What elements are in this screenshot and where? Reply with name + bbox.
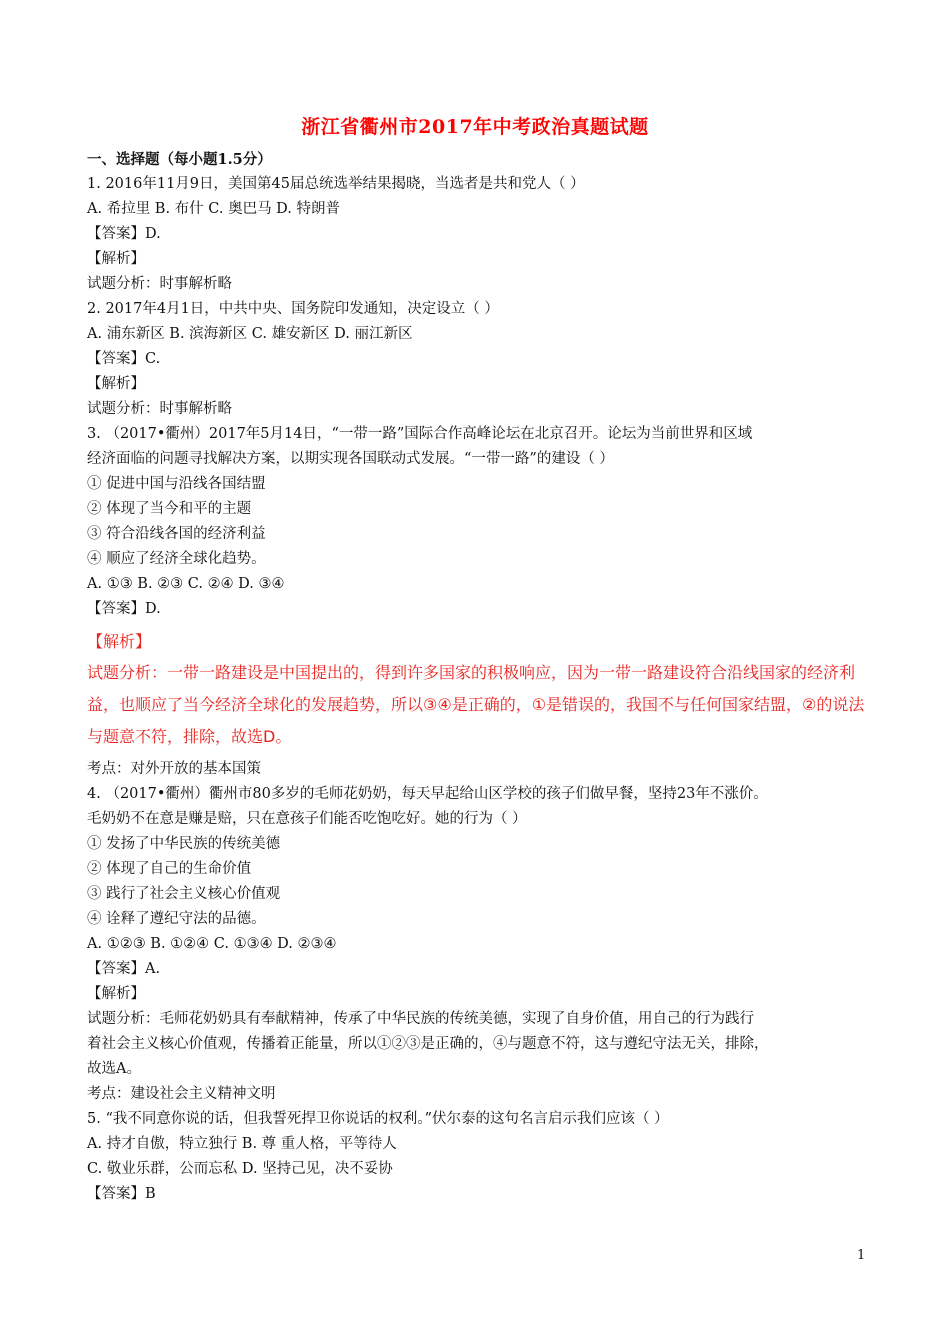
analysis-text-red: 试题分析：一带一路建设是中国提出的，得到许多国家的积极响应，因为一带一路建设符合沿线国家的经济利益，也顺应了当今经济全球化的发展趋势，所以③④是正确的，①是错误的，我国不与任何国家结盟，②的说法与题意不符，排除，故选D。: [87, 663, 865, 746]
question-2: [87, 297, 877, 422]
page-number: 1: [857, 1248, 866, 1263]
statement-item: ② 体现了当今和平的主题: [87, 501, 252, 517]
statement-item: ④ 诠释了遵纪守法的品德。: [87, 911, 266, 927]
analysis-label: 【解析】: [87, 986, 145, 1002]
question-stem-line: 毛奶奶不在意是赚是赔，只在意孩子们能否吃饱吃好。她的行为（ ）: [87, 811, 527, 827]
analysis-label: 【解析】: [87, 251, 145, 267]
question-options: A. 希拉里 B. 布什 C. 奥巴马 D. 特朗普: [87, 201, 341, 217]
statement-item: ③ 践行了社会主义核心价值观: [87, 886, 281, 902]
statement-item: ④ 顺应了经济全球化趋势。: [87, 551, 266, 567]
question-options: A. ①②③ B. ①②④ C. ①③④ D. ②③④: [87, 936, 337, 952]
section-heading: 一、选择题（每小题1.5分）: [87, 151, 272, 168]
document-body: [87, 147, 877, 1207]
statement-item: ① 发扬了中华民族的传统美德: [87, 836, 281, 852]
question-1: [87, 172, 877, 297]
question-5: [87, 1107, 877, 1207]
question-options: A. ①③ B. ②③ C. ②④ D. ③④: [87, 576, 285, 592]
question-stem-line: 经济面临的问题寻找解决方案，以期实现各国联动式发展。“一带一路”的建设（ ）: [87, 451, 614, 467]
point-line: 考点：对外开放的基本国策: [87, 761, 261, 777]
question-options-line: C. 敬业乐群，公而忘私 D. 坚持己见，决不妥协: [87, 1161, 393, 1177]
statement-item: ② 体现了自己的生命价值: [87, 861, 252, 877]
answer-line: 【答案】A.: [87, 961, 161, 977]
question-stem: 2. 2017年4月1日，中共中央、国务院印发通知，决定设立（ ）: [87, 301, 499, 317]
question-stem: 1. 2016年11月9日，美国第45届总统选举结果揭晓，当选者是共和党人（ ）: [87, 176, 585, 192]
answer-line: 【答案】B: [87, 1186, 156, 1202]
question-options: A. 浦东新区 B. 滨海新区 C. 雄安新区 D. 丽江新区: [87, 326, 413, 342]
analysis-text-line: 着社会主义核心价值观，传播着正能量，所以①②③是正确的，④与题意不符，这与遵纪守法无关，排除，: [87, 1036, 769, 1052]
question-stem: 5. “我不同意你说的话，但我誓死捍卫你说话的权利。”伏尔泰的这句名言启示我们应该（ ）: [87, 1111, 669, 1127]
statement-item: ① 促进中国与沿线各国结盟: [87, 476, 266, 492]
question-stem-line: 3. （2017•衢州）2017年5月14日，“一带一路”国际合作高峰论坛在北京召开。论坛为当前世界和区域: [87, 426, 753, 442]
analysis-text: 试题分析：时事解析略: [87, 401, 232, 417]
document-title: 浙江省衢州市2017年中考政治真题试题: [301, 116, 649, 138]
question-stem-line: 4. （2017•衢州）衢州市80多岁的毛师花奶奶，每天早起给山区学校的孩子们做早餐，坚持23年不涨价。: [87, 786, 768, 802]
statement-item: ③ 符合沿线各国的经济利益: [87, 526, 266, 542]
question-3: [87, 422, 877, 782]
analysis-label: 【解析】: [87, 376, 145, 392]
answer-line: 【答案】D.: [87, 226, 161, 242]
answer-line: 【答案】D.: [87, 601, 161, 617]
analysis-label-red: 【解析】: [87, 632, 152, 651]
question-options-line: A. 持才自傲，特立独行 B. 尊 重人格，平等待人: [87, 1136, 397, 1152]
question-4: [87, 782, 877, 1107]
answer-line: 【答案】C.: [87, 351, 161, 367]
analysis-text-line: 试题分析：毛师花奶奶具有奉献精神，传承了中华民族的传统美德，实现了自身价值，用自己的行为践行: [87, 1011, 754, 1027]
point-line: 考点：建设社会主义精神文明: [87, 1086, 276, 1102]
analysis-text: 试题分析：时事解析略: [87, 276, 232, 292]
analysis-text-line: 故选A。: [87, 1061, 141, 1077]
